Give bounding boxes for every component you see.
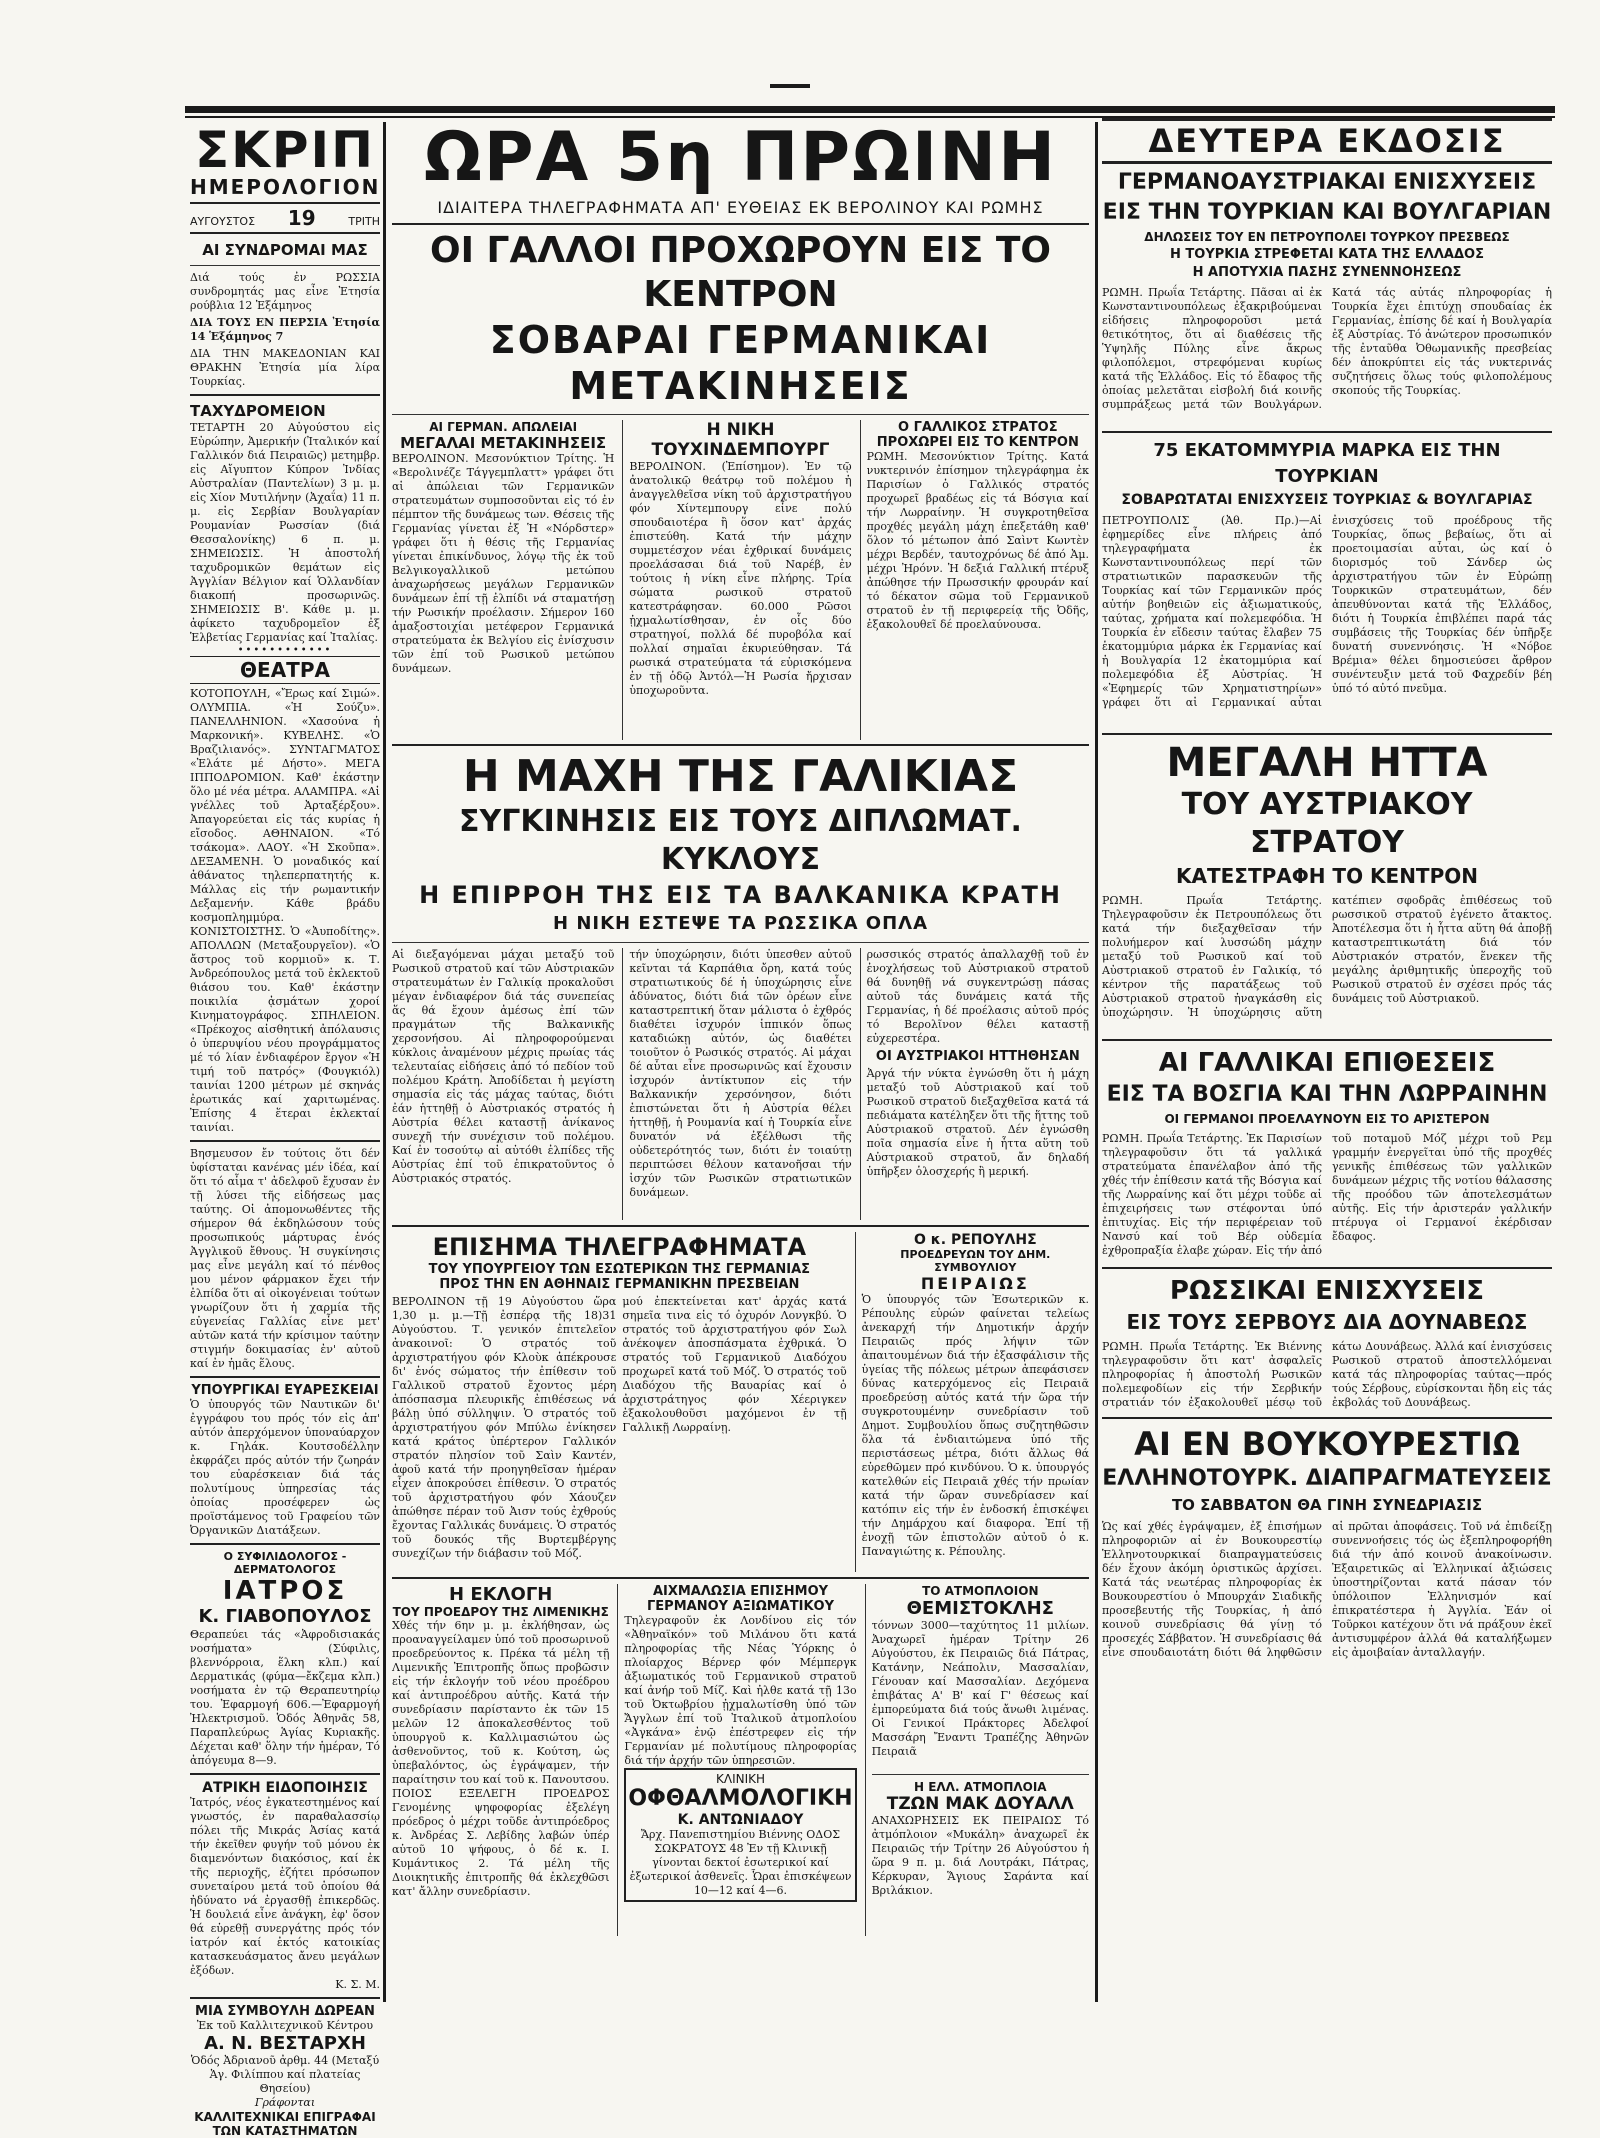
post-title: ΤΑΧΥΔΡΟΜΕΙΟΝ xyxy=(190,402,326,420)
official-title: ΕΠΙΣΗΜΑ ΤΗΛΕΓΡΑΦΗΜΑΤΑ xyxy=(432,1233,807,1261)
c2-text: ΒΕΡΟΛΙΝΟΝ. (Ἐπίσημον). Ἐν τῷ ἀνατολικῷ θεάτρῳ τοῦ πολέμου ἡ ἀναγγελθεῖσα νίκη τοῦ ἀρχιστρατήγου φόν Χίντεμπουργ εἶνε πολύ σπουδαιοτέρα ἢ ὅσον κατ' ἀρχάς ἐπιστεύθη. Κατά τήν μάχην συμμετέσχον νέαι ἐχθρικαί δυνάμεις προελάσασαι διά τοῦ Ναρέβ, ἐν τούτοις ἡ νίκη εἶνε πλήρης. Τρία σώματα ρωσικοῦ στρατοῦ κατεστράφησαν. 60.000 Ρῶσοι ᾐχμαλωτίσθησαν, ἐν οἷς δύο στρατηγοί, πολλά δέ πυροβόλα καί πολλαί σημαῖαι ἐκυριεύθησαν. Τά ρωσικά στρατεύματα τά εὑρισκόμενα ἐν τῇ ὁδῷ Ἀντόλ—Ἡ Ρωσία ἤρχισαν ὑποχωροῦντα. xyxy=(629,460,852,697)
bottom-row xyxy=(392,1584,1089,1936)
r-head11: ΕΛΛΗΝΟΤΟΥΡΚ. ΔΙΑΠΡΑΓΜΑΤΕΥΣΕΙΣ xyxy=(1102,1466,1552,1491)
c1-title: ΜΕΓΑΛΑΙ ΜΕΤΑΚΙΝΗΣΕΙΣ xyxy=(400,434,607,452)
rep-place: ΠΕΙΡΑΙΩΣ xyxy=(920,1274,1030,1293)
ship2-kicker: Η ΕΛΛ. ΑΤΜΟΠΛΟΙΑ xyxy=(913,1780,1047,1794)
rep-kicker: Ο κ. ΡΕΠΟΥΛΗΣ xyxy=(914,1232,1037,1248)
g1-text: Αἱ διεξαγόμεναι μάχαι μεταξύ τοῦ Ρωσικοῦ στρατοῦ καί τῶν Αὐστριακῶν στρατευμάτων ἐν Γαλικίᾳ προκαλοῦσι μέγαν ἐνδιαφέρον διά τάς συνεπείας ἅς θά ἔχουν ἀμέσως ἐπί τῶν πραγμάτων τῆς Βαλκανικῆς χερσονήσου. Αἱ πληροφορούμεναι κύκλοις ἀναμένουν μέχρις πρωίας τάς τελευταίας εἰδήσεις ἀπό τό πεδίον τοῦ πολέμου Κράτη. Ἀποδίδεται ἡ μεγίστη σημασία εἰς τάς μάχας ταύτας, διότι ἐάν ἡττηθῇ ὁ Αὐστριακός στρατός ἡ Αὐστρία θέλει καταστῇ ἀνίκανος συνεχῆ τήν συνέχισιν τοῦ πολέμου. Καί ἐν τοσούτῳ αἱ αὐτόθι ἐλπίδες τῆς Αὐστρίας ἐπί τοῦ ἐπικρατοῦντος ὁ Αὐστριακός στρατός. xyxy=(392,948,615,1185)
rep-text: Ὁ ὑπουργός τῶν Ἐσωτερικῶν κ. Ρέπουλης εὑρών φαίνεται τελείως ἀνεκαρχή τήν Δημοτικήν ἀρχήν Πειραιῶς πρός λήψιν τῶν ἀπαιτουμένων διά τήν ἐξασφάλισιν τῆς ὑγείας τῆς πόλεως μέτρων ἀπεφάσισεν δύνας κατερχόμενος εἰς Πειραιᾶ προεδρεύσῃ αὐτός κατά τήν ὥρα τήν συγκροτουμένην συνεδρίασιν τοῦ Δημοτ. Συμβουλίου ὅπως συζητηθῶσιν ὅλα τά ἐνδιαιτώμενα ὑπό τῆς περιστάσεως μέτρα, διότι ἄλλως θά εὑρεθῶμεν πρό κινδύνου. Ὁ κ. ὑπουργός κατελθών εἰς Πειραιᾶ χθές τήν πρωίαν κατά τήν ὥραν συνεδρίασεν καί κατόπιν εἰς τήν ἐν ἐνδοσκή ἐπισκέψει τήν Δημάρχου καί διαφορα. Ἐπί τῇ ἐνοχῇ τῶν ἐπιστολῶν αὐτοῦ ὁ κ. Παναγιώτης κ. Ρέπουλης. xyxy=(861,1293,1089,1558)
banner-sub: ΙΔΙΑΙΤΕΡΑ ΤΗΛΕΓΡΑΦΗΜΑΤΑ ΑΠ' ΕΥΘΕΙΑΣ ΕΚ ΒΕΡΟΛΙΝΟΥ ΚΑΙ ΡΩΜΗΣ xyxy=(437,198,1044,217)
editorial-text: Βησμευσον ἔν τούτοις ὅτι δέν ὑφίσταται κανένας μέν ἰδέα, καί ὅτι τό αἷμα τ' ἀδελφοῦ ἔχυσαν ἐν τῇ λύσει τῆς εἰδήσεως μας ταύτης. Οἱ ἀπομονωθέντες τῆς σήμερον θά ἐκδηλώσουν τούς προσωπικούς μάρτυρας ἑνός Ἀγγλικοῦ ἔθνους. Ἡ συγκίνησις μας εἶνε μεγάλη καί τό πένθος μου μένον φάρμακον ἔχει τήν ἐλπίδα ὅτι αἱ οἰκογένειαι τούτων γνωρίζουν ὅτι ἡ χαρμία τῆς εὐγενείας Γαλλίας εἶνε μετ' αὐτῶν κατά τήν κρίσιμον ταύτην στιγμήν δοκιμασίας ἐν' αὐτοῦ καί ἐν ἡμᾶς ἕλους. xyxy=(190,1147,380,1370)
clinic-title: ΟΦΘΑΛΜΟΛΟΓΙΚΗ xyxy=(628,1786,853,1811)
g2-text: τήν ὑποχώρησιν, διότι ὑπεσθεν αὐτοῦ κεῖνται τά Καρπάθια ὄρη, κατά τούς στρατιωτικούς δέ ἡ ὑποχώρησις εἶνε ἀδύνατος, διότι διά τῶν ὀρέων εἶνε καταστρεπτική ὅταν μάλιστα ὁ ἐχθρός διαθέτει ἰσχυρόν ἱππικόν ὅπως καταδιώκῃ αὐτόν, ὡς διαθέτει τοιοῦτον ὁ Ρωσικός στρατός. Αἱ μάχαι δέ αὗται εἶνε προσωρινῶς καί ἔχουσιν ἰσχυρόν ἀντίκτυπον εἰς τήν Βαλκανικήν χερσόνησον, διότι ἐπιστώνεται ὅτι ἡ Αὐστρία θέλει ἡττηθῇ, ἡ Ρουμανία καί ἡ Τουρκία εἶνε δυνατόν νά ἐξέλθωσι τῆς οὐδετερότητός των, διότι ἐν τοιαύτῃ περιπτώσει θέλουν κατανοῆσαι τήν ἰσχύν τῶν Ρωσικῶν στρατιωτικῶν δυνάμεων. xyxy=(629,948,852,1199)
persia-line: ΔΙΑ ΤΟΥΣ ΕΝ ΠΕΡΣΙΑ Ἐτησία 14 Ἑξάμηνος 7 xyxy=(190,316,380,343)
r-text1: ΡΩΜΗ. Πρωΐα Τετάρτης. Πᾶσαι αἱ ἐκ Κωνσταντινουπόλεως ἐξακριβούμεναι εἰδήσεις πληροφοροῦσι μετά θετικότητος, ὅτι αἱ διαθέσεις τῆς Ὑψηλῆς Πύλης εἶνε ἄκρως φιλοπόλεμοι, στρεφόμεναι κυρίως κατά τῆς Ἑλλάδος. Εἰς τό ἔδαφος τῆς ὁποίας μελετᾶται εἰσβολή διά κοινῆς συμπράξεως μετά τῶν Βουλγάρων. Κατά τάς αὐτάς πληροφορίας ἡ Τουρκία ἔχει ἐπιτύχῃ σπουδαίας ἐκ Γερμανίας, ἐπίσης δέ καί ἡ Βουλγαρία ἐξ Αὐστρίας. Τό ἀνώτερον προσωπικόν τῆς ἐνταῦθα Ὀθωμανικῆς πρεσβείας δέν ἀποκρύπτει εἰς τάς νυκτερινάς συζητήσεις ὅλως τούς φιλοπολέμους σκοπούς τῆς Τουρκίας. xyxy=(1102,286,1552,411)
r-sub1: ΔΗΛΩΣΕΙΣ ΤΟΥ ΕΝ ΠΕΤΡΟΥΠΟΛΕΙ ΤΟΥΡΚΟΥ ΠΡΕΣΒΕΩΣ xyxy=(1144,230,1510,244)
c3-title: Ο ΓΑΛΛΙΚΟΣ ΣΤΡΑΤΟΣ ΠΡΟΧΩΡΕΙ ΕΙΣ ΤΟ ΚΕΝΤΡΟΝ xyxy=(876,420,1079,450)
official-block xyxy=(392,1232,847,1572)
left-column xyxy=(186,121,384,2138)
advice-footer: ΚΑΛΛΙΤΕΧΝΙΚΑΙ ΕΠΙΓΡΑΦΑΙ ΤΩΝ ΚΑΤΑΣΤΗΜΑΤΩΝ xyxy=(194,2110,376,2138)
column-divider-2 xyxy=(1095,122,1098,2002)
pow-clinic-block xyxy=(617,1584,856,1936)
r-text6: Ὡς καί χθές ἐγράψαμεν, ἐξ ἐπισήμων πληροφοριῶν αἱ ἐν Βουκουρεστίῳ Ἑλληνοτουρκικαί διαπραγματεύσεις δέν ἔχουν ἀκόμη ὁριστικῶς ἀρχίσει. Κατά τάς νεωτέρας πληροφορίας ἐκ Βουκουρεστίου ὁ Μπουρχάν Σιαδικῆς προσεβευτής τῆς Τουρκίας, ἡ ἀπό κοινοῦ συνεδρίασις θά γίνῃ τό προσεχές Σάββατον. Ἡ συνεδρίασις θά εἶνε σπουδαιοτάτη διότι θά ληφθῶσιν αἱ πρῶται ἀποφάσεις. Τοῦ νά ἐπιδείξῃ συνεννοήσεις τός ὡς ἐξεπληροφορήθη διά τήν ἀπό κοινοῦ ἀνακοίνωσιν. Ἐξαιρετικῶς αἱ Ἑλληνικαί ἀξιώσεις ὑποστηρίζονται κατά πάσαν τόν ὑπόλοιπον Ἑλληνισμόν καί ἐπικρατέστερα ἡ Ἀγγλία. Ἐάν οἱ Τοῦρκοι κατέχουν ὅτι νά πράξουν ἐκεῖ ἀντισυμφέρον ἀλλά θά καταλήξωμεν εἰς ἀμοιβαίαν ἀνταλλαγήν. xyxy=(1102,1520,1552,1659)
g3-title: ΟΙ ΑΥΣΤΡΙΑΚΟΙ ΗΤΤΗΘΗΣΑΝ xyxy=(875,1049,1080,1064)
paper-title: ΣΚΡΙΠ xyxy=(195,121,375,179)
r-sub5: ΚΑΤΕΣΤΡΑΦΗ ΤΟ ΚΕΝΤΡΟΝ xyxy=(1176,864,1478,888)
advice-sub: Ἐκ τοῦ Καλλιτεχνικοῦ Κέντρου xyxy=(196,2019,374,2032)
head-balkan: Η ΕΠΙΡΡΟΗ ΤΗΣ ΕΙΣ ΤΑ ΒΑΛΚΑΝΙΚΑ ΚΡΑΤΗ xyxy=(419,881,1062,909)
r-head3: 75 ΕΚΑΤΟΜΜΥΡΙΑ ΜΑΡΚΑ ΕΙΣ ΤΗΝ ΤΟΥΡΚΙΑΝ xyxy=(1153,440,1501,487)
clinic-text: Ἄρχ. Πανεπιστημίου Βιέννης ΟΔΟΣ ΣΩΚΡΑΤΟΥΣ 48 Ἐν τῇ Κλινικῇ γίνονται δεκτοί ἐσωτερικοί καί ἐξωτερικοί ἀσθενεῖς. Ὧραι ἐπισκέψεων 10—12 καί 4—6. xyxy=(629,1828,852,1897)
dateline xyxy=(190,202,380,234)
c1-text: ΒΕΡΟΛΙΝΟΝ. Μεσονύκτιον Τρίτης. Ἡ «Βερολινέζε Τάγγεμπλαττ» γράφει ὅτι αἱ ἀπώλειαι τῶν Γερμανικῶν στρατευμάτων συμποσοῦνται εἰς τό ἐν πέμπτον τῆς δυνάμεως των. Θέσεις τῆς Γερμανίας γίνεται ἐξ Ἡ «Νόρδστερ» γράφει ὅτι ἡ θέσις τῆς Γερμανίας γίνεται ἐπικίνδυνος, λόγῳ τῆς ἐκ τοῦ Βελγικογαλλικοῦ μετώπου ἀναχωρήσεως μεγάλων Γερμανικῶν δυνάμεων ἐπί τῇ ἐλπίδι νά σταματήσῃ τήν Ρωσικήν προέλασιν. Σήμερον 160 ἁμαξοστοιχίαι μετέφερον Γερμανικά στρατεύματα ἐκ Βελγίου εἰς ἐνίσχυσιν τῶν ἐπί τοῦ Ρωσικοῦ μετώπου δυνάμεων. xyxy=(392,452,615,675)
war-col-3 xyxy=(860,420,1089,740)
ships-block xyxy=(865,1584,1089,1936)
center-column xyxy=(392,118,1089,1998)
galicia-row xyxy=(392,948,1089,1220)
advice-graphics: Γράφονται xyxy=(254,2096,316,2109)
official-sub1: ΤΟΥ ΥΠΟΥΡΓΕΙΟΥ ΤΩΝ ΕΣΩΤΕΡΙΚΩΝ ΤΗΣ ΓΕΡΜΑΝΙΑΣ xyxy=(428,1262,811,1277)
ship1-kicker: ΤΟ ΑΤΜΟΠΛΟΙΟΝ xyxy=(922,1584,1039,1598)
medical-news-text: Ἰατρός, νέος ἐγκατεστημένος καί γνωστός, ἐν παραθαλασσίῳ πόλει τῆς Μικράς Ἀσίας κατά τήν ἐκεῖθεν φυγήν τοῦ μόνου ἐκ διαμενόντων διακόσιος, καί ἐκ τῆς περιοχῆς, ἐζήτει πρόσωπον συνεταίρου μετά τοῦ ὁποίου θά ἠδύνατο νά ἐργασθῇ ἐπικερδῶς. Ἡ δουλειά εἶνε ἀνάγκη, ἐφ' ὅσον θά εὑρεθῇ συνεργάτης πρός τόν ἰατρόν καί ἐκτός κατοικίας κατασκευάσματος ἄνευ μεγάλων ἐξόδων. xyxy=(190,1796,380,1977)
war-news-row xyxy=(392,420,1089,740)
r-sub6: ΟΙ ΓΕΡΜΑΝΟΙ ΠΡΟΕΛΑΥΝΟΥΝ ΕΙΣ ΤΟ ΑΡΙΣΤΕΡΟΝ xyxy=(1164,1112,1490,1126)
r-head2: ΕΙΣ ΤΗΝ ΤΟΥΡΚΙΑΝ ΚΑΙ ΒΟΥΛΓΑΡΙΑΝ xyxy=(1102,200,1552,225)
top-ornament xyxy=(770,84,810,88)
banner: ΩΡΑ 5η ΠΡΩΙΝΗ xyxy=(423,118,1058,197)
weekday: ΤΡΙΤΗ xyxy=(348,215,380,228)
election-block xyxy=(392,1584,609,1936)
theatres-title: ΘΕΑΤΡΑ xyxy=(190,656,380,684)
doctor-text: Θεραπεύει τάς «Ἀφροδισιακάς νοσήματα» (Σύφιλις, βλεννόρροια, ἕλκη κλπ.) καί Δερματικάς (φύμα—ἔκζεμα κλπ.) νοσήματα ἐν τῷ Θεραπευτηρίῳ του. Ἐφαρμογή 606.—Ἐφαρμογή Ἠλεκτρισμοῦ. Ὁδός Ἀθηνᾶς 58, Παραπλεύρως Ἁγίας Κυριακῆς. Δέχεται καθ' ὅλην τήν ἡμέραν, Τό ἀπόγευμα 8—9. xyxy=(190,1628,380,1767)
advice-address: Ὁδός Ἀδριανοῦ ἀρθμ. 44 (Μεταξύ Ἁγ. Φιλίππου καί πλατείας Θησείου) xyxy=(190,2054,380,2095)
clinic-ad xyxy=(624,1768,856,1902)
macedonia-line: ΔΙΑ ΤΗΝ ΜΑΚΕΔΟΝΙΑΝ ΚΑΙ ΘΡΑΚΗΝ Ἐτησία μία λίρα Τουρκίας. xyxy=(190,347,380,388)
ship2-title: ΤΖΩΝ ΜΑΚ ΔΟΥΑΛΛ xyxy=(886,1794,1074,1814)
r-text3: ΡΩΜΗ. Πρωΐα Τετάρτης. Τηλεγραφοῦσιν ἐκ Πετρουπόλεως ὅτι κατά τήν διεξαχθεῖσαν τήν πολυήμερον καί λυσσώδη μάχην μεταξύ τοῦ Ρωσικοῦ καί τοῦ Αὐστριακοῦ στρατοῦ ἐν Γαλικίᾳ, τό κέντρον τῆς παρατάξεως τοῦ Αὐστριακοῦ στρατοῦ ἠναγκάσθη εἰς ὑποχώρησιν. Ἡ ὑποχώρησις αὕτη κατέπιεν σφοδρᾶς ἐπιθέσεως τοῦ ρωσσικοῦ στρατοῦ ἐγένετο ἄτακτος. Ἀποτέλεσμα ὅτι ἡ ἧττα αὕτη θά ἀποβῇ καταστρεπτικωτάτη διά τόν Αὐστριακόν στρατόν, ἕνεκεν τῆς μεγάλης ἀριθμητικῆς ὑπεροχῆς τοῦ Ρωσικοῦ στρατοῦ ἐν σχέσει πρός τάς δυνάμεις τοῦ Αὐστριακοῦ. xyxy=(1102,894,1552,1019)
r-head7: ΕΙΣ ΤΑ ΒΟΣΓΙΑ ΚΑΙ ΤΗΝ ΛΩΡΡΑΙΝΗΝ xyxy=(1106,1082,1548,1107)
c1-kicker: ΑΙ ΓΕΡΜΑΝ. ΑΠΩΛΕΙΑΙ xyxy=(429,420,578,434)
r-head9: ΕΙΣ ΤΟΥΣ ΣΕΡΒΟΥΣ ΔΙΑ ΔΟΥΝΑΒΕΩΣ xyxy=(1126,1310,1528,1334)
advice-title: ΜΙΑ ΣΥΜΒΟΥΛΗ ΔΩΡΕΑΝ xyxy=(195,2004,375,2019)
doctor-header: Ο ΣΥΦΙΛΙΔΟΛΟΓΟΣ - ΔΕΡΜΑΤΟΛΟΓΟΣ xyxy=(223,1550,347,1576)
r-head4: ΜΕΓΑΛΗ ΗΤΤΑ xyxy=(1166,740,1488,786)
head-russian-arms: Η ΝΙΚΗ ΕΣΤΕΨΕ ΤΑ ΡΩΣΣΙΚΑ ΟΠΛΑ xyxy=(552,913,929,934)
doctor-title: ΙΑΤΡΟΣ xyxy=(222,1576,348,1606)
r-sub4: ΣΟΒΑΡΩΤΑΤΑΙ ΕΝΙΣΧΥΣΕΙΣ ΤΟΥΡΚΙΑΣ & ΒΟΥΛΓΑΡΙΑΣ xyxy=(1121,492,1533,508)
g3-text2: Ἀργά τήν νύκτα ἐγνώσθη ὅτι ἡ μάχη μεταξύ τοῦ Αὐστριακοῦ καί τοῦ Ρωσικοῦ στρατοῦ διεξαχθεῖσα κατά τά πεδιάματα κατέληξεν ὅτι τῆς ἥττης τοῦ Αὐστριακοῦ στρατοῦ. Δέν ἐγνώσθη ποῖα σημασία εἶνε ἡ ἧττα αὕτη τοῦ Αὐστριακοῦ στρατοῦ, ἄν δηλαδή ὑπῆρξεν ὁλοσχερής ἢ μερική. xyxy=(866,1067,1089,1178)
edition: ΔΕΥΤΕΡΑ ΕΚΔΟΣΙΣ xyxy=(1102,118,1552,164)
r-sub2: Η ΤΟΥΡΚΙΑ ΣΤΡΕΦΕΤΑΙ ΚΑΤΑ ΤΗΣ ΕΛΛΑΔΟΣ xyxy=(1170,247,1484,262)
r-head5: ΤΟΥ ΑΥΣΤΡΙΑΚΟΥ ΣΤΡΑΤΟΥ xyxy=(1181,787,1473,860)
medical-news-title: ΑΤΡΙΚΗ ΕΙΔΟΠΟΙΗΣΙΣ xyxy=(202,1780,368,1796)
doctor-name: Κ. ΓΙΑΒΟΠΟΥΛΟΣ xyxy=(198,1606,372,1627)
election-title: Η ΕΚΛΟΓΗ xyxy=(449,1584,553,1605)
r-head6: ΑΙ ΓΑΛΛΙΚΑΙ ΕΠΙΘΕΣΕΙΣ xyxy=(1158,1048,1496,1078)
rep-title: ΠΡΟΕΔΡΕΥΩΝ ΤΟΥ ΔΗΜ. ΣΥΜΒΟΥΛΙΟΥ xyxy=(900,1248,1051,1274)
clinic-tag: ΚΛΙΝΙΚΗ xyxy=(715,1772,766,1786)
g3-text: ρωσσικός στρατός ἀπαλλαχθῇ τοῦ ἐν ἐνοχλήσεως τοῦ Αὐστριακοῦ στρατοῦ θά δυνηθῇ νά συγκεντρώσῃ πάσας αὐτοῦ τάς δυνάμεις κατά τῆς Γερμανίας, ἡ δέ προέλασις αὐτοῦ πρός τό Βερολῖνον θέλει καταστῇ εὐχερεστέρα. xyxy=(866,948,1089,1045)
date-month: ΑΥΓΟΥΣΤΟΣ xyxy=(190,215,256,228)
official-sub2: ΠΡΟΣ ΤΗΝ ΕΝ ΑΘΗΝΑΙΣ ΓΕΡΜΑΝΙΚΗΝ ΠΡΕΣΒΕΙΑΝ xyxy=(439,1277,800,1292)
r-head1: ΓΕΡΜΑΝΟΑΥΣΤΡΙΑΚΑΙ ΕΝΙΣΧΥΣΕΙΣ xyxy=(1117,170,1537,195)
divider-dots: •••••••••••• xyxy=(237,645,333,656)
r-head8: ΡΩΣΣΙΚΑΙ ΕΝΙΣΧΥΣΕΙΣ xyxy=(1169,1276,1485,1306)
ship2-text: ΑΝΑΧΩΡΗΣΕΙΣ ΕΚ ΠΕΙΡΑΙΩΣ Τό ἀτμόπλοιον «Μυκάλη» ἀναχωρεῖ ἐκ Πειραιῶς τήν Τρίτην 26 Αὐγούστου ἡ ὥρα 9 π. μ. διά Λουτράκι, Πάτρας, Κέρκυραν, Ἅγιους Σαράντα καί Βριλάκιον. xyxy=(871,1814,1089,1897)
r-text2: ΠΕΤΡΟΥΠΟΛΙΣ (Ἀθ. Πρ.)—Αἱ ἐφημερίδες εἶνε πλήρεις ἀπό τηλεγραφήματα ἐκ Κωνσταντινουπόλεως περί τῶν στρατιωτικῶν παρασκευῶν τῆς Τουρκίας καί τῶν Γερμανικῶν πρός αὐτήν βοηθειῶν εἰς ἀξιωματικούς, ταύτας, χρήματα καί πολεμεφόδια. Ἡ Τουρκία ἐν εἴδεσιν ταύτας ἔλαβεν 75 ἑκατομμύρια μάρκα ἐκ Γερμανίας καί ἡ Βουλγαρία 12 ἑκατομμύρια καί πολεμεφόδια ἐξ Αὐστρίας. Ἡ «Ἐφημερίς τῶν Χρηματιστηρίων» γράφει ὅτι αἱ Γερμανικαί αὗται ἐνισχύσεις τοῦ προέδρους τῆς Τουρκίας, ὅπως βεβαίως, ὅτι αἱ προετοιμασίαι αὗται, ὡς καί ὁ διορισμός τοῦ Σάνδερ ὡς ἀρχιστρατήγου τῶν ἐν Εὐρώπῃ Τουρκικῶν στρατευμάτων, δέν ἀπευθύνονται κατά τῆς Ἑλλάδος, διότι ἡ Τουρκία ἐπιβλέπει παρά τάς συμβάσεις τῆς Τουρκίας δέν ὑπῆρξε δυνατή συνεννόησις. Ἡ «Νόβοε Βρέμια» θέλει δημοσιεύσει ἄρθρον συνέντευξιν μετά τοῦ Φαχρεδίν βέη ὑπό τό αὐτό πνεῦμα. xyxy=(1102,514,1552,709)
paper-subtitle: ΗΜΕΡΟΛΟΓΙΟΝ xyxy=(190,175,381,199)
war-col-2 xyxy=(622,420,851,740)
pow-title: ΑΙΧΜΑΛΩΣΙΑ ΕΠΙΣΗΜΟΥ xyxy=(652,1584,829,1599)
advice-name: Α. Ν. ΒΕΣΤΑΡΧΗ xyxy=(204,2033,366,2054)
c2-title: Η ΝΙΚΗ ΤΟΥΧΙΝΔΕΜΠΟΥΡΓ xyxy=(651,420,830,460)
r-sub7: ΤΟ ΣΑΒΒΑΤΟΝ ΘΑ ΓΙΝΗ ΣΥΝΕΔΡΙΑΣΙΣ xyxy=(1171,1496,1483,1514)
theatres-text: ΚΟΤΟΠΟΥΛΗ, «Ἔρως καί Σιμώ». ΟΛΥΜΠΙΑ. «Ἡ Σούζυ». ΠΑΝΕΛΛΗΝΙΟΝ. «Χασούνα ἡ Μαρκονική». ΚΥΒΕΛΗΣ. «Ὁ Βραζιλιανός». ΣΥΝΤΑΓΜΑΤΟΣ «Ἐλάτε μέ Δήστο». ΜΕΓΑ ΙΠΠΟΔΡΟΜΙΟΝ. Καθ' ἑκάστην ὅλο μέ νέα μέτρα. ΑΛΑΜΠΡΑ. «Αἱ γνέλλες τοῦ Ἀρταξέρξου». Ἀπαγορεύεται εἰς τάς κυρίας ἡ εἴσοδος. ΑΘΗΝΑΙΟΝ. «Τό τσάκομα». ΛΑΟΥ. «Ἡ Σκοῦπα». ΔΕΞΑΜΕΝΗ. Ὁ μοναδικός καί ἀθάνατος τηλεπερπατητής κ. Μάλλας εἰς τήν ρωμαντικήν Δεξαμενήν. Κάθε βράδυ κοσμοπλημμύρα. ΚΟΝΙΣΤΟΙΣΤΗΣ. Ὁ «Ἀυποδίτης». ΑΠΟΛΛΩΝ (Μεταξουργεῖον). «Ὁ ἄστρος τοῦ κορμιοῦ» κ. Τ. Ἀνδρεόπουλος μετά τοῦ ἐκλεκτοῦ θιάσου του. Καθ' ἑκάστην ποικιλία ᾀσμάτων χοροί Κινηματογράφος. ΣΠΗΛΕΙΟΝ. «Πρέκοχος αἰσθητική ἀπόλαυσις ὁ ὑπερυψίου νέου προγράμματος μέ τό λίαν ἐνδιαφέρον ἔργον «Ἡ τιμή τοῦ πατρός» (Φουγκιόλ) ταινίαι 1200 μέτρων μέ σκηνάς ἐρωτικάς καί χαριτωμένας. Ἐπίσης 4 ἕτεραι ἐκλεκταί ταινίαι. xyxy=(190,687,380,1134)
war-col-1 xyxy=(392,420,614,740)
head-diplomatic: ΣΥΓΚΙΝΗΣΙΣ ΕΙΣ ΤΟΥΣ ΔΙΠΛΩΜΑΤ. ΚΥΚΛΟΥΣ xyxy=(459,804,1022,877)
c3-text: ΡΩΜΗ. Μεσονύκτιον Τρίτης. Κατά νυκτερινόν ἐπίσημον τηλεγράφημα ἐκ Παρισίων ὁ Γαλλικός στρατός προχωρεῖ βραδέως εἰς τά Βόσγια καί τήν Λωρραίνην. Ἡ συγκροτηθεῖσα προχθές μεγάλη μάχη ἐπεξετάθη καθ' ὅλον τό μέτωπον ἀπό Σαὶντ Κωντὲν μέχρι Βερδέν, ταυτοχρόνως δέ ἀπό Ἀμ. μέχρι Ἠρόνν. Ἡ δεξιά Γαλλική πτέρυξ ἀπώθησε τήν Πρωσσικήν φρουράν καί τό δέκατον σῶμα τοῦ Γερμανικοῦ στρατοῦ ἐν τῇ περιφερείᾳ τῆς Ὀδῆς, ἐξακολουθεῖ δέ προελαύνουσα. xyxy=(866,450,1089,631)
date-day: 19 xyxy=(287,206,316,230)
head-german-movements: ΣΟΒΑΡΑΙ ΓΕΡΜΑΝΙΚΑΙ ΜΕΤΑΚΙΝΗΣΕΙΣ xyxy=(489,318,992,408)
top-rule xyxy=(185,106,1555,113)
right-column xyxy=(1102,118,1552,1998)
pow-text: Τηλεγραφοῦν ἐκ Λονδίνου εἰς τόν «Ἀθηναϊκόν» τοῦ Μιλάνου ὅτι κατά πληροφορίας τῆς Νέας Ὑόρκης ὁ πλοίαρχος Βέρνερ φόν Μέμπεργκ ἀξιωματικός τοῦ Γερμανικοῦ στρατοῦ καί ἀνήρ τοῦ Μίζ. Καὶ ἠλθε κατά τῇ 13ο τοῦ Ὀκτωβρίου ᾐχμαλωτίσθη ὑπό τῶν Ἄγγλων ἐπί τοῦ Ἰταλικοῦ ἀτμοπλοίου «Ἀγκάνα» ἐνῷ ἐπέστρεφεν εἰς τήν Γερμανίαν μέ πολυτίμους πληροφορίας διά τήν ἀρχήν τῶν ὑπηρεσιῶν. xyxy=(624,1614,857,1767)
election-sub: ΤΟΥ ΠΡΟΕΔΡΟΥ ΤΗΣ ΛΙΜΕΝΙΚΗΣ xyxy=(392,1605,609,1619)
repoulis-block xyxy=(855,1232,1089,1572)
official-text1: ΒΕΡΟΛΙΝΟΝ τῇ 19 Αὐγούστου ὥρα 1,30 μ. μ.—Τῇ ἐσπέρᾳ τῆς 18)31 Αὐγούστου. Τ. γενικόν ἐπιτελεῖον ἀνακοινοῖ: Ὁ στρατός τοῦ ἀρχιστρατήγου φόν Κλοὺκ ἀπέκρουσε δι' ἑνός σώματος τήν ἐπίθεσιν τοῦ Γαλλικοῦ στρατοῦ ἔχοντος μέρη ἀπόσπασμα πλευρικῆς ἐπιθέσεως νά βάλῃ ὑπό σύλληψιν. Ὁ στρατός τοῦ ἀρχιστρατήγου φόν Μπύλω ἐνίκησεν κατά κράτος ὑπέρτερον Γαλλικόν στρατόν πλησίον τοῦ Σαὶν Καντέν, ἀφοῦ κατά τήν προηγηθεῖσαν ἡμέραν εἶχεν ἀποκρούσει ἐπίθεσιν. Ὁ στρατός τοῦ ἀρχιστρατήγου φόν Χάουζεν ἀπώθησε πέραν τοῦ Ἀισν τούς ἐχθρούς ἔχοντας Γαλλικάς δυνάμεις. Ὁ στρατός τοῦ δουκός τῆς Βυρτεμβέργης συνεχίζων τήν διάβασιν τοῦ Μόζ. xyxy=(392,1295,617,1560)
lower-row xyxy=(392,1232,1089,1572)
subscriptions-text: Διά τούς ἐν ΡΩΣΣΙΑ συνδρομητάς μας εἶνε Ἐτησία ρούβλια 12 Ἑξάμηνος xyxy=(190,271,380,312)
ministerial-title: ΥΠΟΥΡΓΙΚΑΙ ΕΥΑΡΕΣΚΕΙΑΙ xyxy=(191,1383,379,1398)
r-text5: ΡΩΜΗ. Πρωΐα Τετάρτης. Ἐκ Βιέννης τηλεγραφοῦσιν ὅτι κατ' ἀσφαλεῖς πληροφορίας ἡ ἀποστολή Ρωσικῶν πολεμεφοδίων εἰς τήν Σερβικήν στρατιάν τόν ἐξακολουθεῖ μέσῳ τοῦ κάτω Δουνάβεως. Ἀλλά καί ἐνισχύσεις Ρωσικοῦ στρατοῦ ἀποστελλόμεναι κατά τάς πληροφορίας ταύτας—πρός τούς Σέρβους, εὑρίσκονται ἤδη εἰς τάς ἐκβολάς τοῦ Δουνάβεως. xyxy=(1102,1340,1552,1409)
head-galicia: Η ΜΑΧΗ ΤΗΣ ΓΑΛΙΚΙΑΣ xyxy=(462,751,1019,802)
ministerial-text: Ὁ ὑπουργός τῶν Ναυτικῶν δι' ἐγγράφου του πρός τόν εἰς ἀπ' αὐτόν ἀπερχόμενον ὑποναύαρχον κ. Γηλάκ. Κουτσοδέλλην ἐκφράζει πρός αὐτόν τήν ζωηράν του εὐαρέσκειαν διά τάς πολυτίμους ὑπηρεσίας τάς ὁποίας προσέφερεν ὡς προϊστάμενος τοῦ Γραφείου τῶν Ὀργανικῶν Διατάξεων. xyxy=(190,1398,380,1537)
ship1-text: τόννων 3000—ταχύτητος 11 μιλίων. Ἀναχωρεῖ ἡμέραν Τρίτην 26 Αὐγούστου, ἐκ Πειραιῶς διά Πάτρας, Κατάνην, Νεάπολιν, Μασσαλίαν, Γένουαν καί Μασσαλίαν. Δεχόμενα ἐπιβάτας Α' Β' καί Γ' θέσεως καί ἐμπορεύματα διά τούς ἄνωθι λιμένας. Οἱ Γενικοί Πράκτορες Ἀδελφοί Μασσάρη Ἔναντι Τραπέζης Ἀθηνῶν Πειραιᾶ xyxy=(871,1619,1089,1758)
ship1-title: ΘΕΜΙΣΤΟΚΛΗΣ xyxy=(906,1598,1054,1619)
r-sub3: Η ΑΠΟΤΥΧΙΑ ΠΑΣΗΣ ΣΥΝΕΝΝΟΗΣΕΩΣ xyxy=(1192,265,1462,280)
galicia-col-2 xyxy=(622,948,851,1220)
post-text: ΤΕΤΑΡΤΗ 20 Αὐγούστου εἰς Εὐρώπην, Ἀμερικήν (Ἰταλικόν καί Γαλλικόν διά Πειραιῶς) μετημβρ. εἰς Αἴγυπτον Κύπρον Ἰνδίας Αὐστραλίαν (Παντελίων) 3 μ. μ. εἰς Χίον Μυτιλήνην (Ἀχαΐα) 11 π. μ. εἰς Σερβίαν Βουλγαρίαν Ρουμανίαν Ρωσσίαν (διά Θεσσαλονίκης) 6 π. μ. ΣΗΜΕΙΩΣΙΣ. Ἡ ἀποστολή ταχυδρομικῶν θεμάτων εἰς Ἀγγλίαν Βέλγιον καί Ὁλλανδίαν διακοπή προσωρινῶς. ΣΗΜΕΙΩΣΙΣ Β'. Κάθε μ. μ. ἀφίκετο ταχυδρομεῖον ἐξ Ἑλβετίας Γερμανίας καί Ἰταλίας. xyxy=(190,421,380,644)
r-text4: ΡΩΜΗ. Πρωΐα Τετάρτης. Ἐκ Παρισίων τηλεγραφοῦσιν ὅτι τά γαλλικά στρατεύματα ἐπανέλαβον ἀπό τῆς χθές τήν ἐπίθεσιν κατά τῆς Βόσγια καί τῆς Λωρραίνης καί ὅτι μέχρι τοῦδε αἱ ἐπιχειρήσεις των στέφονται ὑπό ἐπιτυχίας. Εἰς τήν περιφέρειαν τοῦ Νανσύ καί τοῦ Βέρ οὐδεμία ἐχθροπραξία ἐλαβε χώραν. Εἰς τήν ἀπό τοῦ ποταμοῦ Μόζ μέχρι τοῦ Ρεμ γραμμήν ἐνεργεῖται ὑπό τῆς προχθές γενικῆς ἐπιθέσεως τῶν γαλλικῶν δυνάμεων μέχρις τῆς νοτίου θάλασσης τῆς προόδου τῶν ἀποτελεσμάτων αὐτῆς. Εἰς τήν ἀριστεράν γαλλικήν πτέρυγα οἱ Γερμανοί ἐκέρδισαν ἔδαφος. xyxy=(1102,1132,1552,1257)
medical-news-sign: Κ. Σ. Μ. xyxy=(335,1978,380,1991)
subscriptions-title: ΑΙ ΣΥΝΔΡΟΜΑΙ ΜΑΣ xyxy=(202,241,368,259)
election-text: Χθές τήν 6ην μ. μ. ἐκλήθησαν, ὡς προαναγγείλαμεν ὑπό τοῦ προσωρινοῦ προεδρεύοντος κ. Πρέκα τά μέλη τῇ Λιμενικῆς Ἐπιτροπῆς ὅπως προβῶσιν εἰς τήν ἐκλογήν τοῦ νέου προέδρου καί ἀντιπροέδρου αὐτῆς. Κατά τήν συνεδρίασιν παρίσταντο ἐκ τῶν 15 μελῶν 12 ἀποκαλεσθέντος τοῦ ὑπουργοῦ κ. Καλλιμασιώτου ὡς ἀσθενοῦντος, τοῦ κ. Κούτση, ὡς ὑπεβαλόντος, ὡς ἐγράψαμεν, τήν παραίτησιν του καί τοῦ κ. Πανουτσου. ΠΟΙΟΣ ΕΞΕΛΕΓΗ ΠΡΟΕΔΡΟΣ Γενομένης ψηφοφορίας ἐξελέγη πρόεδρος ὁ μέχρι τοῦδε ἀντιπρόεδρος κ. Ἀνδρέας Σ. Λεβίδης λαβών ὑπέρ αὐτοῦ 10 ψήφους, ὁ δέ κ. Ι. Κυμάντικος 2. Τά μέλη τῆς Διοικητικῆς ἐπιτροπῆς θά ἐκλεχθῶσι κατ' ἄλλην συνεδρίασιν. xyxy=(392,1619,610,1898)
clinic-name: Κ. ΑΝΤΩΝΙΑΔΟΥ xyxy=(677,1812,804,1828)
official-text2: μού ἐπεκτείνεται κατ' ἀρχάς κατά σημεῖα τινα εἰς τό ὀχυρόν Λονγκβύ. Ὁ στρατός τοῦ ἀρχιστρατήγου φόν Σωλ ἀνέκοψεν ἀποσπάσματα ἐχθρικά. Ὁ στρατός τοῦ Γερμανικοῦ Διαδόχου προχωρεῖ κατά τοῦ Μόζ. Ὁ στρατός τοῦ Διαδόχου τῆς Βαυαρίας καί ὁ ἀρχιστράτηγος φόν Χέεριγκεν ἐξακολουθοῦσι μαχόμενοι ἐν τῇ Γαλλικῇ Λωρραίνῃ. xyxy=(622,1295,847,1434)
galicia-col-3 xyxy=(860,948,1089,1220)
r-head10: ΑΙ ΕΝ ΒΟΥΚΟΥΡΕΣΤΙΩ xyxy=(1134,1425,1520,1463)
galicia-col-1 xyxy=(392,948,614,1220)
pow-sub: ΓΕΡΜΑΝΟΥ ΑΞΙΩΜΑΤΙΚΟΥ xyxy=(647,1599,834,1614)
head-french-advance: ΟΙ ΓΑΛΛΟΙ ΠΡΟΧΩΡΟΥΝ ΕΙΣ ΤΟ ΚΕΝΤΡΟΝ xyxy=(429,230,1052,315)
